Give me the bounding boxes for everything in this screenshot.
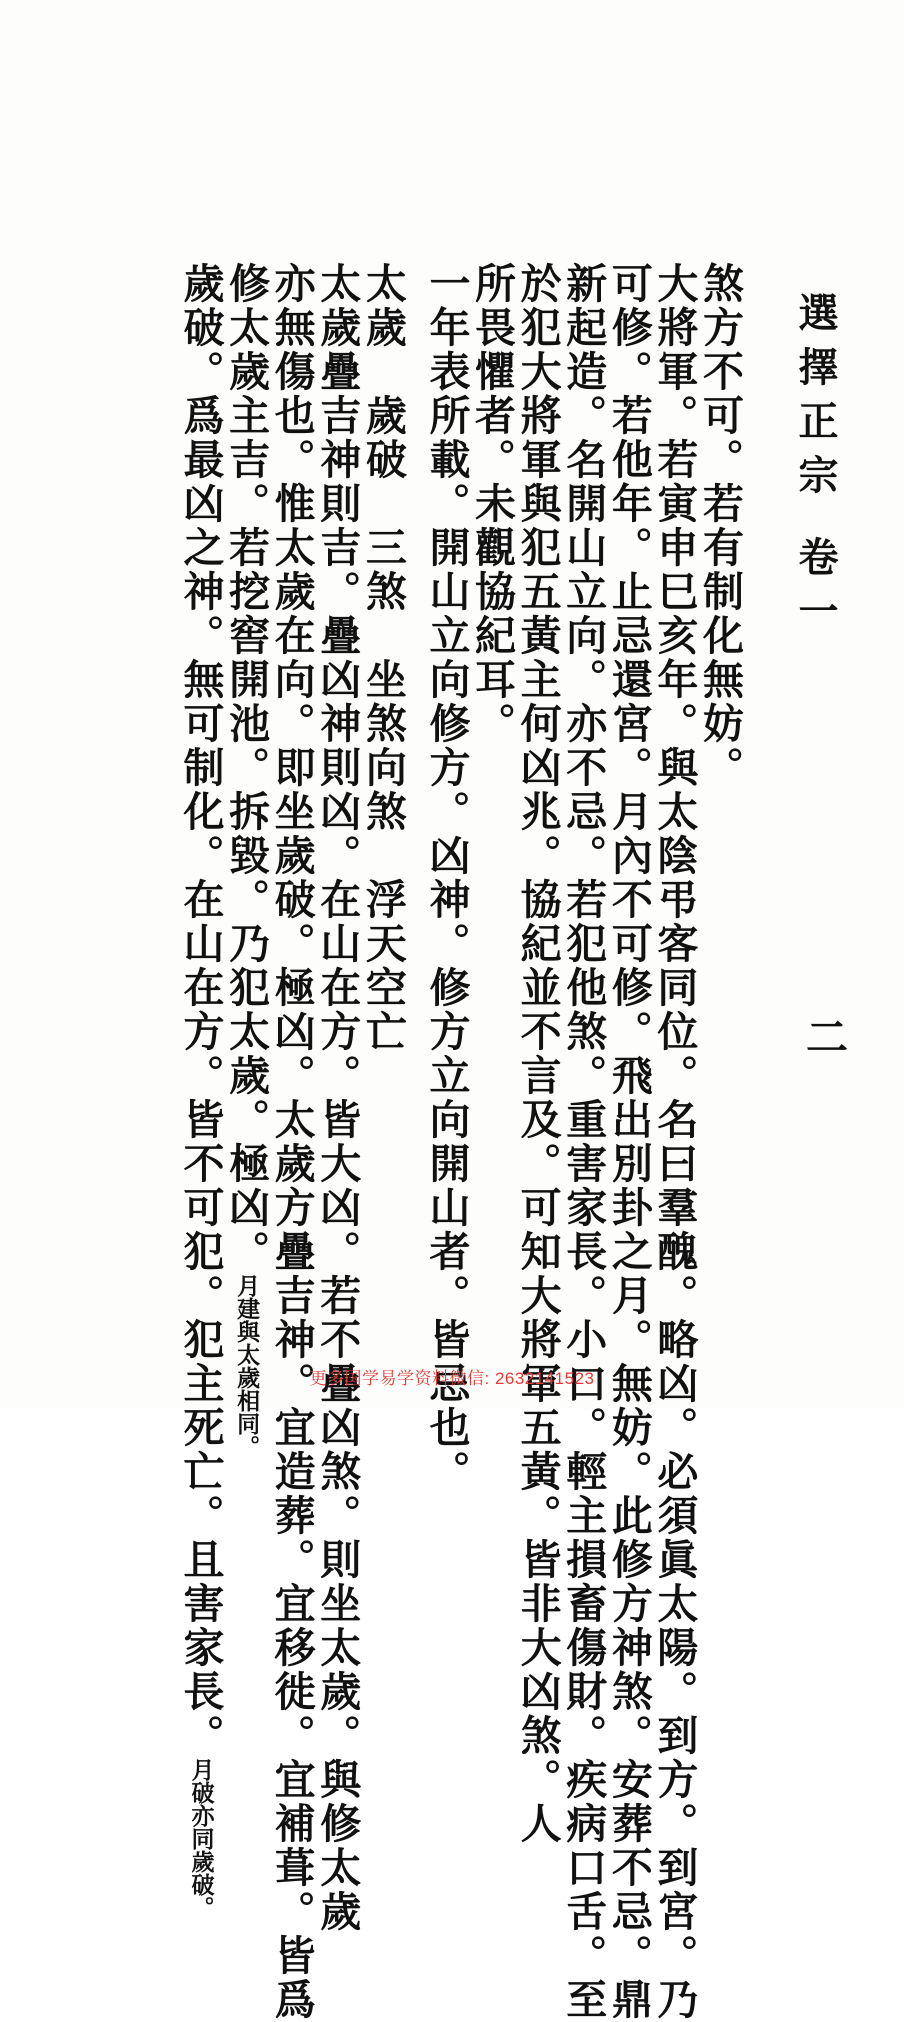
- running-title: 選擇正宗 卷一: [792, 292, 839, 644]
- text-column: 新起造。名開山立向。亦不忌。若犯他煞。重害家長。小口。輕主損畜傷財。疾病口舌。至: [559, 262, 608, 2022]
- inline-note: 月建與太歲相同。: [233, 1274, 261, 1458]
- column-text: 修太歲主吉。若挖窖開池。拆毀。乃犯太歲。極凶。: [222, 262, 271, 1274]
- text-column: 煞方不可。若有制化無妨。: [696, 262, 744, 790]
- text-column: 一年表所載。開山立向修方。凶神。修方立向開山者。皆忌也。: [422, 262, 471, 1494]
- text-column: 可修。若他年。止忌還宮。月內不可修。飛出別卦之月。無妨。此修方神煞。安葬不忌。鼎: [604, 262, 653, 2022]
- inline-note: 月破亦同歲破。: [187, 1758, 215, 1919]
- text-column: 亦無傷也。惟太歲在向。即坐歲破。極凶。太歲方疊吉神。宜造葬。宜移徙。宜補葺。皆爲: [267, 262, 316, 2022]
- watermark-text: 更多国学易学资料微信: 2632141523: [309, 1369, 595, 1388]
- heading-column: 太歲 歲破 三煞 坐煞向煞 浮天空亡: [358, 262, 407, 1054]
- column-text: 歲破。爲最凶之神。無可制化。在山在方。皆不可犯。犯主死亡。且害家長。: [176, 262, 225, 1758]
- text-column: 所畏懼者。未觀協紀耳。: [468, 262, 517, 746]
- text-column: 太歲疊吉神則吉。疊凶神則凶。在山在方。皆大凶。若不疊凶煞。則坐太歲。與修太歲: [313, 262, 362, 1934]
- text-column: 於犯大將軍與犯五黃主何凶兆。協紀並不言及。可知大將軍五黃。皆非大凶煞。人: [513, 262, 562, 1846]
- text-column: [176, 262, 225, 1919]
- text-column: [222, 262, 271, 1458]
- text-column: 大將軍。若寅申巳亥年。與太陰弔客同位。名曰羣醜。略凶。必須眞太陽。到方。到宮。乃: [650, 262, 699, 2022]
- page-number: 二: [800, 1015, 849, 1057]
